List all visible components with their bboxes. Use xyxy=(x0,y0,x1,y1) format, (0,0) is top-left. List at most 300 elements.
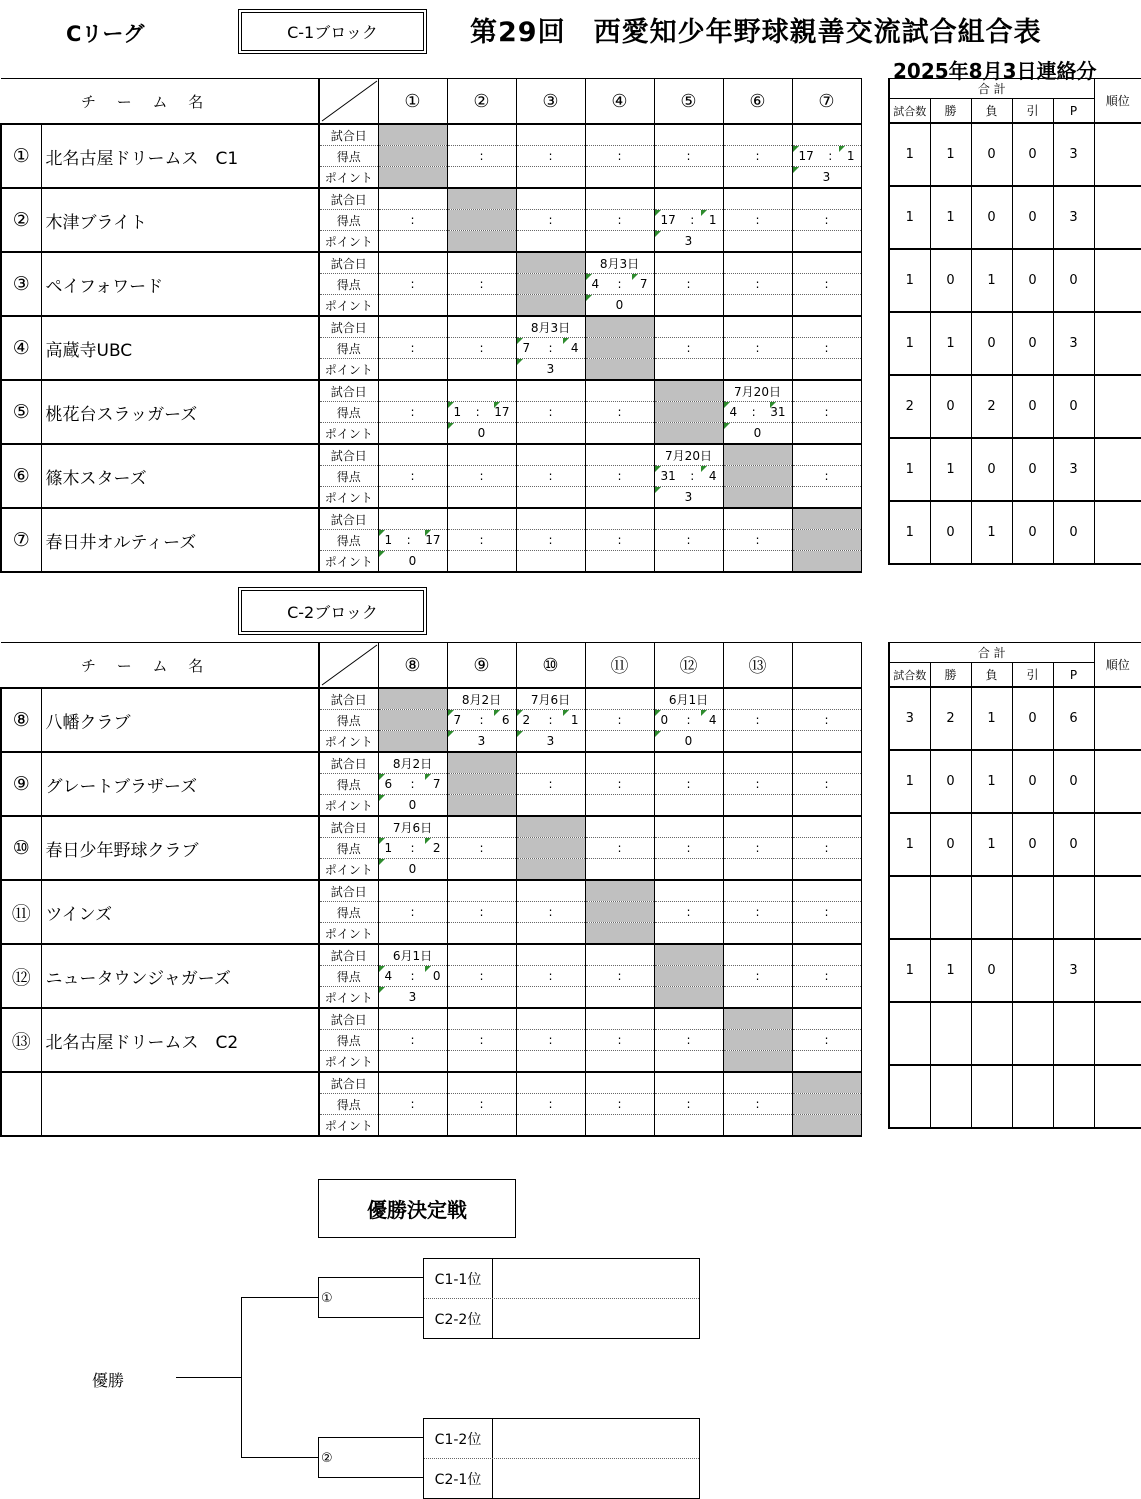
match-cell[interactable] xyxy=(447,731,516,753)
match-cell[interactable] xyxy=(585,1008,654,1030)
match-cell[interactable] xyxy=(792,338,861,359)
match-cell[interactable] xyxy=(792,210,861,231)
score-empty: : xyxy=(686,1033,691,1047)
match-cell[interactable] xyxy=(516,466,585,487)
match-cell[interactable] xyxy=(792,966,861,987)
match-cell[interactable] xyxy=(654,167,723,189)
summary-value: 0 xyxy=(971,123,1012,186)
match-cell[interactable] xyxy=(792,423,861,445)
match-cell[interactable] xyxy=(378,231,447,253)
match-cell[interactable] xyxy=(447,146,516,167)
match-cell[interactable] xyxy=(516,1072,585,1094)
match-cell[interactable] xyxy=(378,1115,447,1137)
match-cell[interactable] xyxy=(378,508,447,530)
self-match-cell xyxy=(585,902,654,923)
match-cell[interactable] xyxy=(447,402,516,423)
team-name: ツインズ xyxy=(41,880,319,944)
match-cell[interactable] xyxy=(723,530,792,551)
summary-value: 1 xyxy=(889,939,930,1002)
match-cell[interactable] xyxy=(792,987,861,1009)
match-cell[interactable] xyxy=(654,274,723,295)
match-cell[interactable] xyxy=(792,1030,861,1051)
match-cell[interactable] xyxy=(585,508,654,530)
match-cell[interactable] xyxy=(723,380,792,402)
match-cell[interactable] xyxy=(792,859,861,881)
comment-marker-icon xyxy=(517,731,523,737)
match-cell[interactable] xyxy=(516,316,585,338)
match-cell[interactable] xyxy=(585,423,654,445)
match-cell[interactable] xyxy=(585,1115,654,1137)
self-match-cell xyxy=(447,231,516,253)
match-cell[interactable] xyxy=(654,359,723,381)
match-cell[interactable] xyxy=(516,1008,585,1030)
match-cell[interactable] xyxy=(654,316,723,338)
match-cell[interactable] xyxy=(378,944,447,966)
match-cell[interactable] xyxy=(654,210,723,231)
match-cell[interactable] xyxy=(585,231,654,253)
match-cell[interactable] xyxy=(516,338,585,359)
match-cell[interactable] xyxy=(378,923,447,945)
match-cell[interactable] xyxy=(792,146,861,167)
match-cell[interactable] xyxy=(585,859,654,881)
match-cell[interactable] xyxy=(654,188,723,210)
match-cell[interactable] xyxy=(723,838,792,859)
match-cell[interactable] xyxy=(792,231,861,253)
match-cell[interactable] xyxy=(723,816,792,838)
match-cell[interactable] xyxy=(723,944,792,966)
match-cell[interactable] xyxy=(516,210,585,231)
match-cell[interactable] xyxy=(723,731,792,753)
summary-col-games: 試合数 xyxy=(889,99,930,124)
row-label: 試合日 xyxy=(319,880,378,902)
match-cell[interactable] xyxy=(654,530,723,551)
match-cell[interactable] xyxy=(585,444,654,466)
match-cell[interactable] xyxy=(792,710,861,731)
match-cell[interactable] xyxy=(447,966,516,987)
match-cell[interactable] xyxy=(654,816,723,838)
match-cell[interactable] xyxy=(585,466,654,487)
match-cell[interactable] xyxy=(516,966,585,987)
match-cell[interactable] xyxy=(447,508,516,530)
match-cell[interactable] xyxy=(447,688,516,710)
match-cell[interactable] xyxy=(378,423,447,445)
match-cell[interactable] xyxy=(654,487,723,509)
match-cell[interactable] xyxy=(378,1072,447,1094)
match-cell[interactable] xyxy=(447,530,516,551)
match-cell[interactable] xyxy=(378,295,447,317)
self-match-cell xyxy=(792,551,861,573)
match-cell[interactable] xyxy=(378,838,447,859)
match-cell[interactable] xyxy=(723,124,792,146)
match-cell[interactable] xyxy=(516,944,585,966)
match-cell[interactable] xyxy=(447,1008,516,1030)
match-cell[interactable] xyxy=(723,402,792,423)
match-cell[interactable] xyxy=(723,987,792,1009)
match-cell[interactable] xyxy=(516,902,585,923)
summary-col-win: 勝 xyxy=(930,99,971,124)
match-cell[interactable] xyxy=(585,987,654,1009)
score-home: 4 xyxy=(384,969,393,983)
match-cell[interactable] xyxy=(792,274,861,295)
slot-label: C1-1位 xyxy=(424,1259,493,1298)
match-cell[interactable] xyxy=(378,359,447,381)
match-cell[interactable] xyxy=(723,551,792,573)
match-cell[interactable] xyxy=(516,359,585,381)
match-cell[interactable] xyxy=(378,444,447,466)
match-cell[interactable] xyxy=(585,487,654,509)
match-cell[interactable] xyxy=(723,146,792,167)
match-cell[interactable] xyxy=(585,252,654,274)
summary-value xyxy=(1012,1002,1053,1065)
match-cell[interactable] xyxy=(516,688,585,710)
match-cell[interactable] xyxy=(378,338,447,359)
comment-marker-icon xyxy=(379,966,385,972)
match-cell[interactable] xyxy=(585,710,654,731)
match-cell[interactable] xyxy=(516,444,585,466)
summary-value: 0 xyxy=(1012,249,1053,312)
match-cell[interactable] xyxy=(654,551,723,573)
match-cell[interactable] xyxy=(654,838,723,859)
match-cell[interactable] xyxy=(378,402,447,423)
match-cell[interactable] xyxy=(723,923,792,945)
comment-marker-icon xyxy=(655,466,661,472)
team-number: ③ xyxy=(1,252,41,316)
match-cell[interactable] xyxy=(585,530,654,551)
match-cell[interactable] xyxy=(723,1115,792,1137)
match-cell[interactable] xyxy=(723,752,792,774)
match-cell[interactable] xyxy=(654,880,723,902)
match-cell[interactable] xyxy=(723,508,792,530)
match-cell[interactable] xyxy=(516,124,585,146)
match-cell[interactable] xyxy=(654,444,723,466)
match-cell[interactable] xyxy=(654,688,723,710)
match-cell[interactable] xyxy=(654,1072,723,1094)
match-cell[interactable] xyxy=(378,188,447,210)
match-cell[interactable] xyxy=(447,1115,516,1137)
match-cell[interactable] xyxy=(516,402,585,423)
match-cell[interactable] xyxy=(654,1094,723,1115)
match-cell[interactable] xyxy=(447,859,516,881)
match-cell[interactable] xyxy=(516,530,585,551)
match-cell[interactable] xyxy=(447,466,516,487)
score-empty: : xyxy=(755,149,760,163)
match-cell[interactable] xyxy=(723,1072,792,1094)
match-cell[interactable] xyxy=(654,1008,723,1030)
match-cell[interactable] xyxy=(654,923,723,945)
match-cell[interactable] xyxy=(516,188,585,210)
match-cell[interactable] xyxy=(447,838,516,859)
match-cell[interactable] xyxy=(516,551,585,573)
comment-marker-icon xyxy=(494,402,500,408)
summary-value: 6 xyxy=(1053,687,1094,750)
match-cell[interactable] xyxy=(723,295,792,317)
match-cell[interactable] xyxy=(516,1051,585,1073)
match-cell[interactable] xyxy=(723,359,792,381)
score-empty: : xyxy=(479,341,484,355)
block-c2-table xyxy=(0,642,862,1137)
match-cell[interactable] xyxy=(447,1030,516,1051)
match-cell[interactable] xyxy=(378,1094,447,1115)
match-cell[interactable] xyxy=(447,1051,516,1073)
match-cell[interactable] xyxy=(378,380,447,402)
match-cell[interactable] xyxy=(723,252,792,274)
match-cell[interactable] xyxy=(585,944,654,966)
match-cell[interactable] xyxy=(585,551,654,573)
match-cell[interactable] xyxy=(792,688,861,710)
match-cell[interactable] xyxy=(516,508,585,530)
match-cell[interactable] xyxy=(723,795,792,817)
match-point: 0 xyxy=(408,554,417,568)
score-empty: : xyxy=(824,277,829,291)
match-cell[interactable] xyxy=(447,944,516,966)
match-cell[interactable] xyxy=(792,444,861,466)
match-cell[interactable] xyxy=(792,188,861,210)
score-home: 2 xyxy=(522,713,531,727)
match-cell[interactable] xyxy=(792,944,861,966)
score-empty: : xyxy=(410,1097,415,1111)
score-sep: : xyxy=(475,405,480,419)
match-cell[interactable] xyxy=(654,859,723,881)
match-cell[interactable] xyxy=(654,252,723,274)
match-cell[interactable] xyxy=(447,902,516,923)
match-cell[interactable] xyxy=(654,1030,723,1051)
match-cell[interactable] xyxy=(447,380,516,402)
match-cell[interactable] xyxy=(585,210,654,231)
summary-value xyxy=(889,1065,930,1128)
match-cell[interactable] xyxy=(447,252,516,274)
match-cell[interactable] xyxy=(447,124,516,146)
score-empty: : xyxy=(686,777,691,791)
match-cell[interactable] xyxy=(723,966,792,987)
match-cell[interactable] xyxy=(447,444,516,466)
match-cell[interactable] xyxy=(378,966,447,987)
match-cell[interactable] xyxy=(447,1072,516,1094)
match-cell[interactable] xyxy=(792,295,861,317)
comment-marker-icon xyxy=(701,710,707,716)
score-empty: : xyxy=(548,969,553,983)
match-cell[interactable] xyxy=(378,1030,447,1051)
match-cell[interactable] xyxy=(447,295,516,317)
match-cell[interactable] xyxy=(516,146,585,167)
match-cell[interactable] xyxy=(378,1008,447,1030)
match-cell[interactable] xyxy=(447,923,516,945)
row-label: 得点 xyxy=(319,466,378,487)
match-cell[interactable] xyxy=(378,752,447,774)
match-date: 6月1日 xyxy=(668,692,709,707)
match-cell[interactable] xyxy=(447,710,516,731)
match-cell[interactable] xyxy=(516,710,585,731)
bracket-line xyxy=(318,1477,424,1478)
match-cell[interactable] xyxy=(516,731,585,753)
match-cell[interactable] xyxy=(516,380,585,402)
match-cell[interactable] xyxy=(654,902,723,923)
match-cell[interactable] xyxy=(378,795,447,817)
match-cell[interactable] xyxy=(723,210,792,231)
match-cell[interactable] xyxy=(654,231,723,253)
match-cell[interactable] xyxy=(792,880,861,902)
match-cell[interactable] xyxy=(654,508,723,530)
match-cell[interactable] xyxy=(585,731,654,753)
summary-value: 3 xyxy=(1053,186,1094,249)
match-cell[interactable] xyxy=(447,487,516,509)
match-cell[interactable] xyxy=(585,402,654,423)
match-cell[interactable] xyxy=(447,338,516,359)
match-cell[interactable] xyxy=(516,795,585,817)
match-cell[interactable] xyxy=(792,167,861,189)
match-cell[interactable] xyxy=(723,710,792,731)
match-cell[interactable] xyxy=(585,146,654,167)
match-cell[interactable] xyxy=(378,816,447,838)
match-cell[interactable] xyxy=(447,880,516,902)
match-cell[interactable] xyxy=(792,816,861,838)
match-cell[interactable] xyxy=(654,752,723,774)
match-cell[interactable] xyxy=(378,551,447,573)
match-cell[interactable] xyxy=(654,795,723,817)
match-cell[interactable] xyxy=(792,1051,861,1073)
match-cell[interactable] xyxy=(378,252,447,274)
match-cell[interactable] xyxy=(723,774,792,795)
match-cell[interactable] xyxy=(654,710,723,731)
match-cell[interactable] xyxy=(585,1072,654,1094)
match-cell[interactable] xyxy=(516,1115,585,1137)
match-cell[interactable] xyxy=(516,423,585,445)
match-cell[interactable] xyxy=(447,551,516,573)
match-cell[interactable] xyxy=(447,987,516,1009)
match-cell[interactable] xyxy=(792,402,861,423)
match-cell[interactable] xyxy=(654,1051,723,1073)
match-cell[interactable] xyxy=(585,380,654,402)
match-cell[interactable] xyxy=(792,838,861,859)
match-cell[interactable] xyxy=(378,530,447,551)
match-cell[interactable] xyxy=(723,1094,792,1115)
match-cell[interactable] xyxy=(585,774,654,795)
match-cell[interactable] xyxy=(585,167,654,189)
match-cell[interactable] xyxy=(447,167,516,189)
team-name-header: チ ー ム 名 xyxy=(1,79,319,125)
match-cell[interactable] xyxy=(585,295,654,317)
match-cell[interactable] xyxy=(516,231,585,253)
match-cell[interactable] xyxy=(654,731,723,753)
match-cell[interactable] xyxy=(378,859,447,881)
match-cell[interactable] xyxy=(654,146,723,167)
score-home: 17 xyxy=(660,213,676,227)
match-cell[interactable] xyxy=(792,795,861,817)
match-cell[interactable] xyxy=(723,902,792,923)
match-cell[interactable] xyxy=(654,1115,723,1137)
match-cell[interactable] xyxy=(723,274,792,295)
match-cell[interactable] xyxy=(378,316,447,338)
match-cell[interactable] xyxy=(792,902,861,923)
match-cell[interactable] xyxy=(654,124,723,146)
match-cell[interactable] xyxy=(723,231,792,253)
opponent-header: ⑥ xyxy=(723,79,792,125)
match-cell[interactable] xyxy=(585,966,654,987)
match-cell[interactable] xyxy=(516,880,585,902)
match-cell[interactable] xyxy=(585,188,654,210)
rank-value xyxy=(1094,249,1141,312)
match-cell[interactable] xyxy=(792,252,861,274)
match-cell[interactable] xyxy=(792,380,861,402)
opponent-header: ③ xyxy=(516,79,585,125)
match-cell[interactable] xyxy=(792,1008,861,1030)
match-cell[interactable] xyxy=(723,423,792,445)
match-cell[interactable] xyxy=(447,316,516,338)
match-cell[interactable] xyxy=(792,487,861,509)
match-cell[interactable] xyxy=(378,466,447,487)
match-cell[interactable] xyxy=(723,188,792,210)
match-cell[interactable] xyxy=(585,1094,654,1115)
match-cell[interactable] xyxy=(378,1051,447,1073)
match-cell[interactable] xyxy=(792,359,861,381)
match-cell[interactable] xyxy=(654,774,723,795)
match-cell[interactable] xyxy=(792,124,861,146)
match-cell[interactable] xyxy=(378,774,447,795)
match-cell[interactable] xyxy=(585,838,654,859)
match-cell[interactable] xyxy=(585,688,654,710)
match-cell[interactable] xyxy=(585,1030,654,1051)
match-cell[interactable] xyxy=(654,466,723,487)
match-cell[interactable] xyxy=(378,487,447,509)
match-cell[interactable] xyxy=(654,338,723,359)
score-empty: : xyxy=(479,1033,484,1047)
summary-value: 0 xyxy=(1053,501,1094,564)
match-cell[interactable] xyxy=(654,295,723,317)
match-cell[interactable] xyxy=(516,752,585,774)
match-cell[interactable] xyxy=(516,987,585,1009)
match-cell[interactable] xyxy=(792,752,861,774)
match-cell[interactable] xyxy=(792,466,861,487)
comment-marker-icon xyxy=(425,774,431,780)
match-cell[interactable] xyxy=(792,774,861,795)
match-cell[interactable] xyxy=(516,923,585,945)
match-cell[interactable] xyxy=(585,1051,654,1073)
match-cell[interactable] xyxy=(792,316,861,338)
match-cell[interactable] xyxy=(516,1094,585,1115)
match-cell[interactable] xyxy=(378,880,447,902)
match-cell[interactable] xyxy=(447,359,516,381)
match-cell[interactable] xyxy=(723,316,792,338)
summary-value: 1 xyxy=(889,750,930,813)
summary-value: 2 xyxy=(930,687,971,750)
match-cell[interactable] xyxy=(585,124,654,146)
match-cell[interactable] xyxy=(723,167,792,189)
team-number: ② xyxy=(1,188,41,252)
match-cell[interactable] xyxy=(378,210,447,231)
match-cell[interactable] xyxy=(447,816,516,838)
match-cell[interactable] xyxy=(585,274,654,295)
match-cell[interactable] xyxy=(516,167,585,189)
match-cell[interactable] xyxy=(447,423,516,445)
match-cell[interactable] xyxy=(792,731,861,753)
match-cell[interactable] xyxy=(723,338,792,359)
match-cell[interactable] xyxy=(516,487,585,509)
match-cell[interactable] xyxy=(792,923,861,945)
match-cell[interactable] xyxy=(378,274,447,295)
match-cell[interactable] xyxy=(723,880,792,902)
match-cell[interactable] xyxy=(378,902,447,923)
match-cell[interactable] xyxy=(585,752,654,774)
match-cell[interactable] xyxy=(447,1094,516,1115)
match-cell[interactable] xyxy=(585,795,654,817)
match-cell[interactable] xyxy=(378,987,447,1009)
match-cell[interactable] xyxy=(723,859,792,881)
comment-marker-icon xyxy=(724,423,730,429)
match-cell[interactable] xyxy=(516,774,585,795)
match-cell[interactable] xyxy=(447,274,516,295)
match-cell[interactable] xyxy=(585,816,654,838)
match-cell[interactable] xyxy=(516,1030,585,1051)
match-cell[interactable] xyxy=(723,688,792,710)
